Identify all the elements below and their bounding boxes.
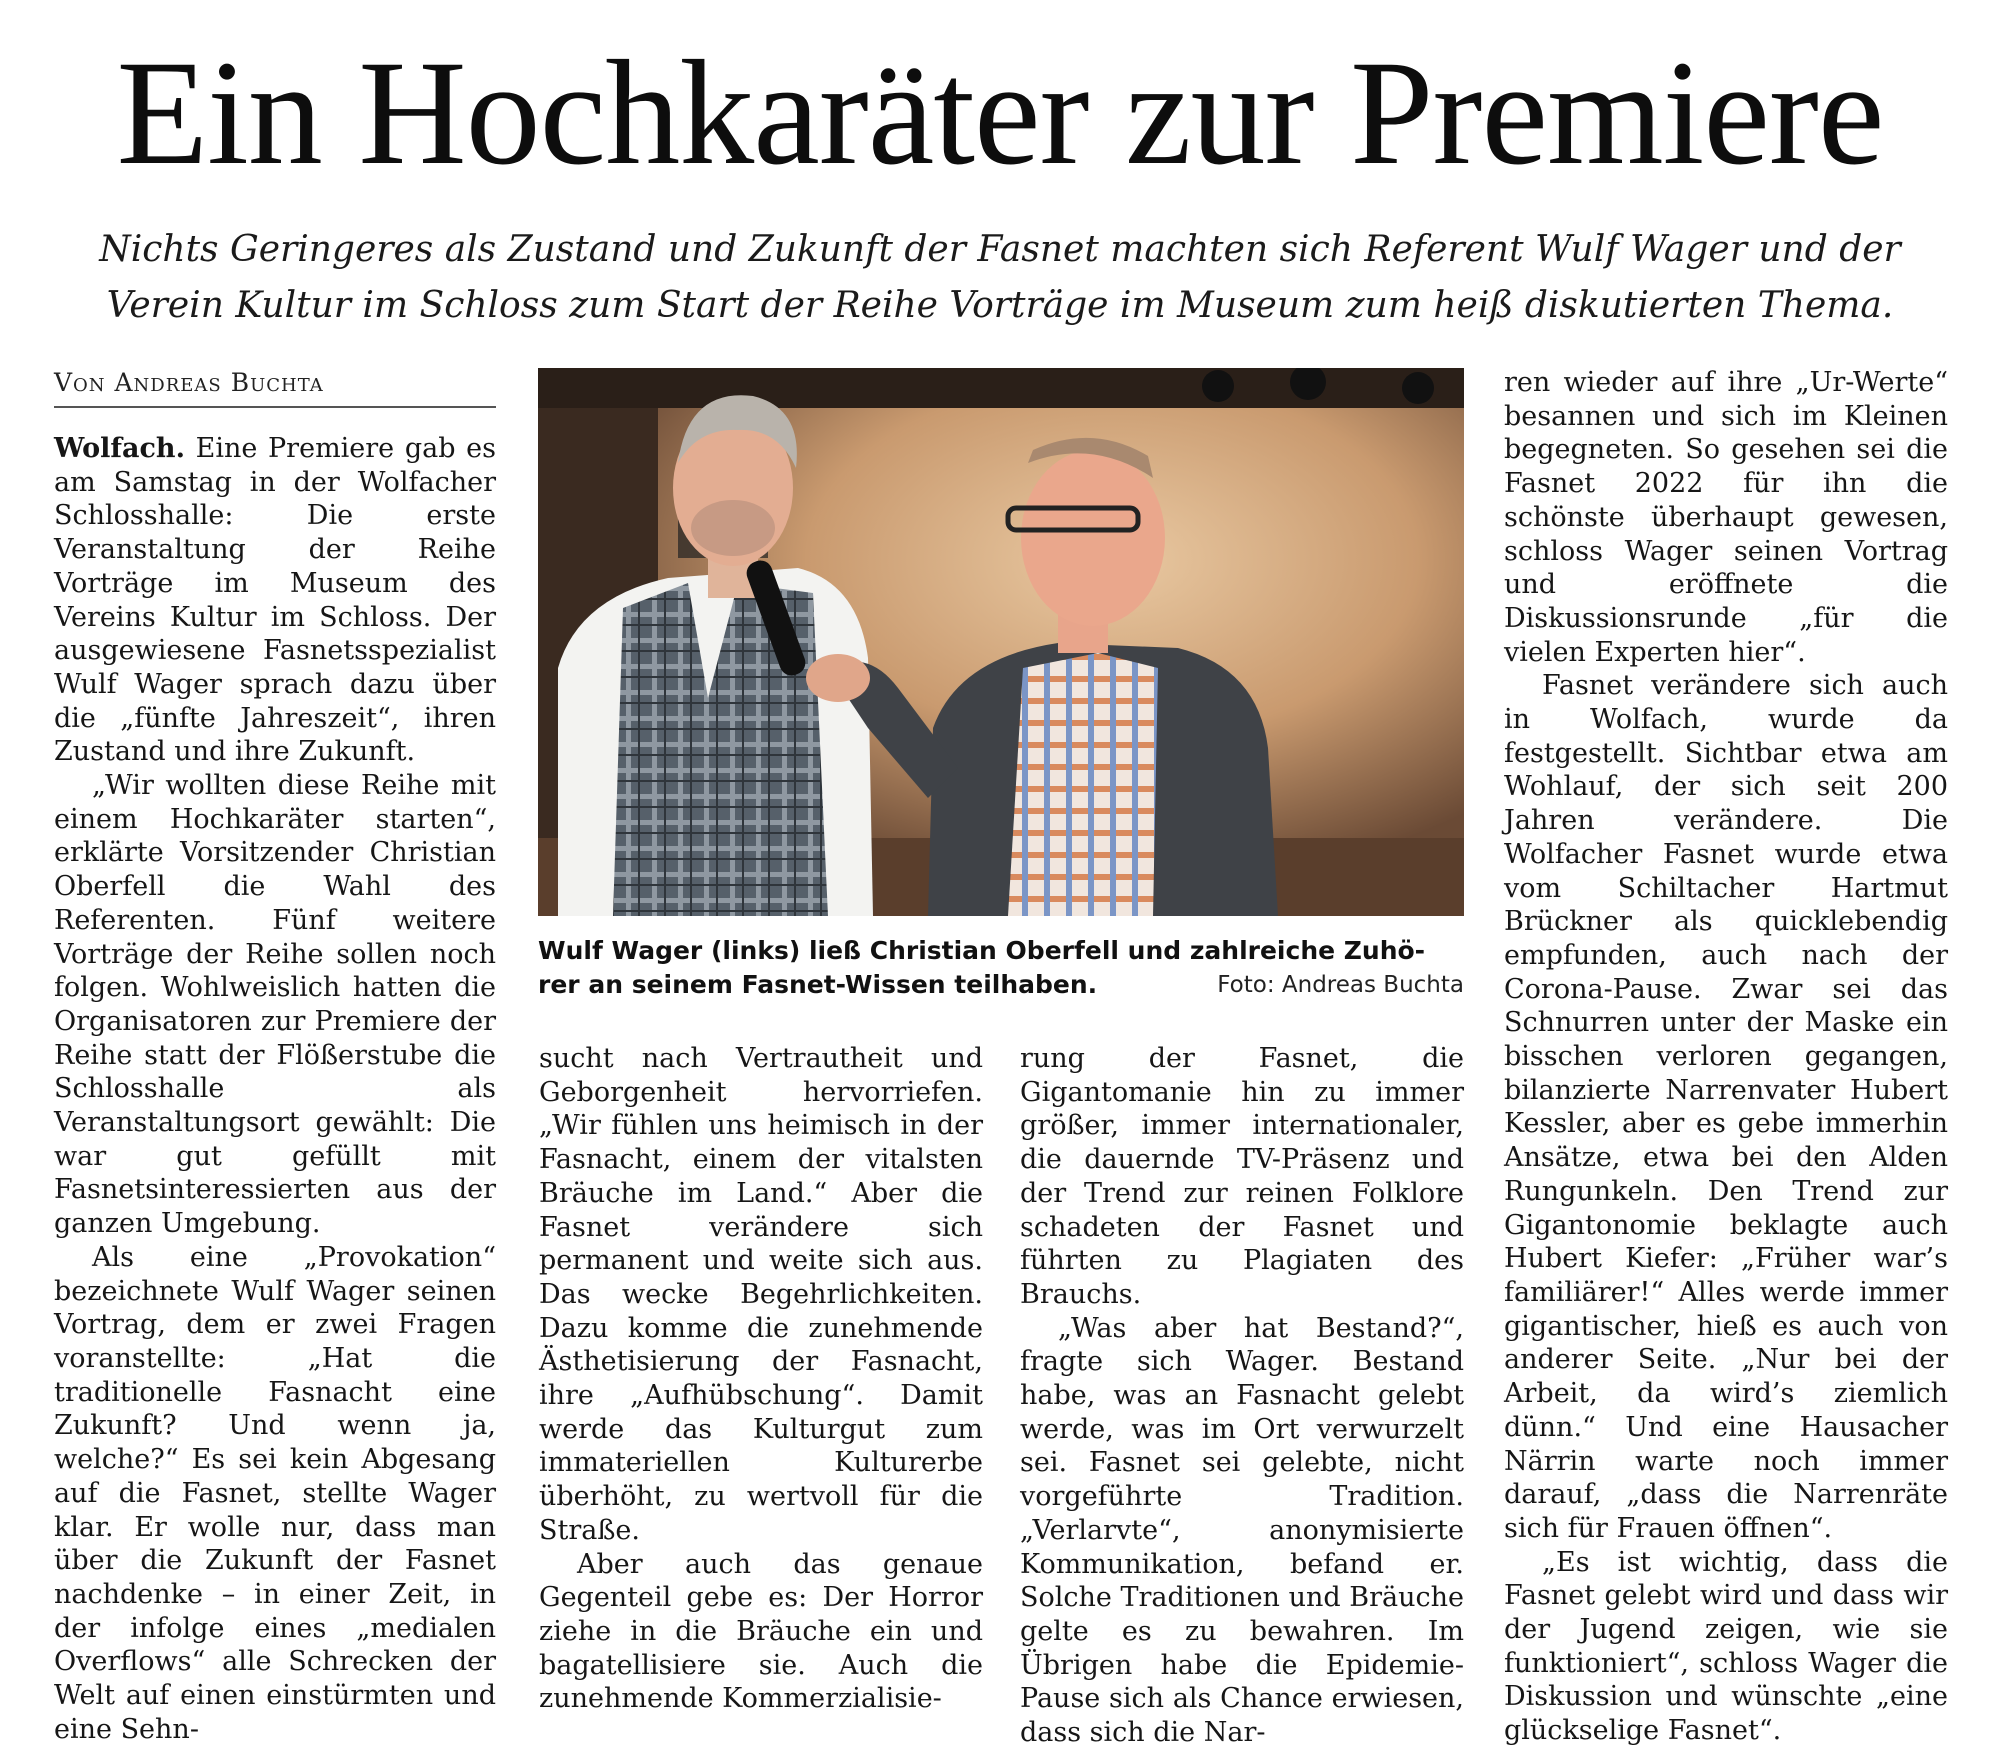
article-column-4 bbox=[1504, 366, 1948, 1748]
paragraph: sucht nach Vertrautheit und Geborgenheit hervorriefen. „Wir fühlen uns heimisch in der Fasnacht, einem der vitalsten Bräuche im Land.“ Aber die Fasnet verändere sich permanent und weite sich aus. Das wecke Begehrlichkeiten. Dazu komme die zunehmende Ästhetisierung der Fasnacht, ihre „Aufhübschung“. Damit werde das Kulturgut zum immateriellen Kulturerbe überhöht, zu wertvoll für die Straße. bbox=[539, 1043, 983, 1546]
paragraph: Als eine „Provokation“ bezeichnete Wulf Wager seinen Vortrag, dem er zwei Fragen voranstellte: „Hat die traditionelle Fasnacht eine Zukunft? Und wenn ja, welche?“ Es sei kein Abgesang auf die Fasnet, stellte Wager klar. Er wolle nur, dass man über die Zukunft der Fasnet nachdenke – in einer Zeit, in der infolge eines „medialen Overflows“ alle Schrecken der Welt auf einen einstürmten und eine Sehn- bbox=[54, 1241, 496, 1745]
dateline: Wolfach. bbox=[54, 433, 185, 464]
article-column-1 bbox=[54, 432, 496, 1746]
byline: Von Andreas Buchta bbox=[54, 366, 496, 408]
caption-text: rer an seinem Fasnet-Wissen teilhaben. bbox=[538, 970, 1098, 999]
headline: Ein Hochkaräter zur Premiere bbox=[116, 30, 1884, 196]
article-column-2 bbox=[539, 1042, 983, 1716]
stage-light-icon bbox=[1202, 370, 1234, 402]
paragraph: ren wieder auf ihre „Ur-Werte“ besannen und sich im Kleinen begegneten. So gesehen sei die Fasnet 2022 für ihn die schönste überhaupt gewesen, schloss Wager seinen Vortrag und eröffnete die Diskussionsrunde „für die vielen Experten hier“. bbox=[1504, 367, 1948, 668]
paragraph: Aber auch das genaue Gegenteil gebe es: Der Horror ziehe in die Bräuche ein und bagatellisiere sie. Auch die zunehmende Kommerzialisie- bbox=[539, 1548, 983, 1715]
photo-credit: Foto: Andreas Buchta bbox=[1217, 972, 1464, 998]
photo-illustration bbox=[538, 368, 1464, 916]
paragraph: „Was aber hat Bestand?“, fragte sich Wager. Bestand habe, was an Fasnacht gelebt werde, was im Ort verwurzelt sei. Fasnet sei gelebte, nicht vorgeführte Tradition. „Verlarvte“, anonymisierte Kommunikation, befand er. Solche Traditionen und Bräuche gelte es zu bewahren. Im Übrigen habe die Epidemie-Pause sich als Chance erwiesen, dass sich die Nar- bbox=[1020, 1312, 1464, 1749]
article-column-3 bbox=[1020, 1042, 1464, 1750]
paragraph: „Wir wollten diese Reihe mit einem Hochkaräter starten“, erklärte Vorsitzender Christian Oberfell die Wahl des Referenten. Fünf weitere Vorträge der Reihe sollen noch folgen. Wohlweislich hatten die Organisatoren zur Premiere der Reihe statt der Flößerstube die Schlosshalle als Veranstaltungsort gewählt: Die war gut gefüllt mit Fasnetsinteressierten aus der ganzen Umgebung. bbox=[54, 770, 496, 1240]
photo-caption bbox=[538, 934, 1464, 1002]
paragraph: „Es ist wichtig, dass die Fasnet gelebt wird und dass wir der Jugend zeigen, wie sie funktioniert“, schloss Wager die Diskussion und wünschte „eine glückselige Fasnet“. bbox=[1504, 1546, 1948, 1747]
paragraph bbox=[54, 432, 496, 769]
paragraph: Fasnet verändere sich auch in Wolfach, wurde da festgestellt. Sichtbar etwa am Wohlauf, der sich seit 200 Jahren verändere. Die Wolfacher Fasnet wurde etwa vom Schiltacher Hartmut Brückner als quicklebendig empfunden, auch nach der Corona-Pause. Zwar sei das Schnurren unter der Maske ein bisschen verloren gegangen, bilanzierte Narrenvater Hubert Kessler, aber es gebe immerhin Ansätze, etwa bei den Alden Rungunkeln. Den Trend zur Gigantonomie beklagte auch Hubert Kiefer: „Früher war’s familiärer!“ Alles werde immer gigantischer, hieß es auch von anderer Seite. „Nur bei der Arbeit, da wird’s ziemlich dünn.“ Und eine Hausacher Närrin warte noch immer darauf, „dass die Narrenräte sich für Frauen öffnen“. bbox=[1504, 670, 1948, 1544]
paragraph: rung der Fasnet, die Gigantomanie hin zu immer größer, immer internationaler, die dauernde TV-Präsenz und der Trend zur reinen Folklore schadeten der Fasnet und führten zu Plagiaten des Brauchs. bbox=[1020, 1043, 1464, 1310]
subheadline: Nichts Geringeres als Zustand und Zukunft der Fasnet machten sich Referent Wulf Wager und der Verein Kultur im Schloss zum Start der Reihe Vorträge im Museum zum heiß diskutierten Thema. bbox=[99, 229, 1901, 326]
article-photo bbox=[538, 368, 1464, 916]
paragraph-text: Eine Premiere gab es am Samstag in der Wolfacher Schlosshalle: Die erste Veranstaltung der Reihe Vorträge im Museum des Vereins Kultur im Schloss. Der ausgewiesene Fasnetsspezialist Wulf Wager sprach dazu über die „fünfte Jahreszeit“, ihren Zustand und ihre Zukunft. bbox=[54, 433, 496, 768]
caption-text: Wulf Wager (links) ließ Christian Oberfell und zahlreiche Zuhö- bbox=[538, 936, 1426, 965]
stage-light-icon bbox=[1402, 372, 1434, 404]
